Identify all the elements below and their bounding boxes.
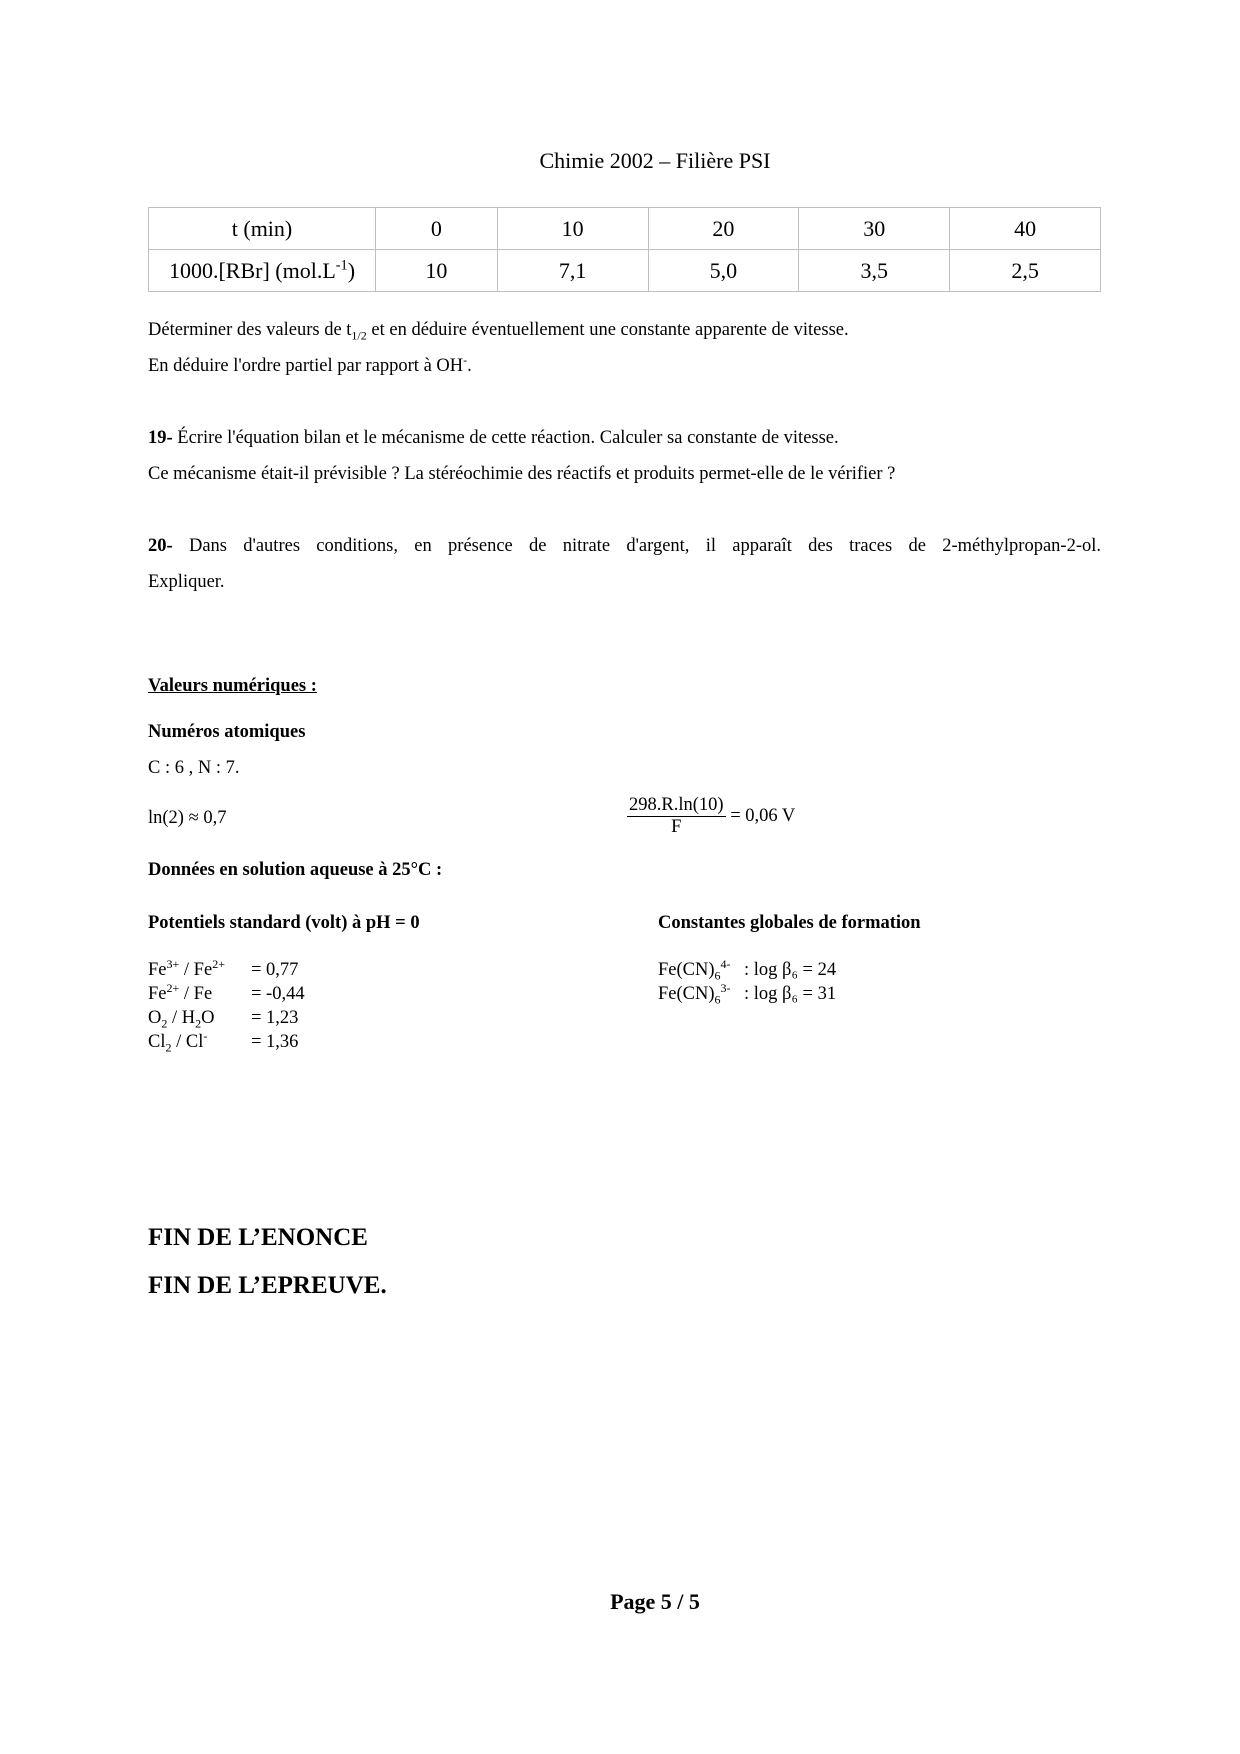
list-item: $Fe^{2+}$ / Fe = -0,44 bbox=[148, 984, 305, 1008]
question-19-line-1: 19- Écrire l'équation bilan et le mécanisme de cette réaction. Calculer sa constante de vitesse. bbox=[148, 428, 839, 448]
end-of-statement: FIN DE L’ENONCE bbox=[148, 1224, 368, 1251]
potentials-title: Potentiels standard (volt) à pH = 0 bbox=[148, 913, 420, 933]
end-of-exam: FIN DE L’EPREUVE. bbox=[148, 1272, 387, 1299]
table-cell: 0 bbox=[376, 208, 498, 250]
paragraph-half-life: Déterminer des valeurs de $t_{1/2}$ et en déduire éventuellement une constante apparente de vitesse. bbox=[148, 320, 849, 343]
aqueous-data-title: Données en solution aqueuse à 25°C : bbox=[148, 860, 443, 880]
complex-fecn6-4: $Fe(CN)_6^{4-}$ bbox=[658, 956, 731, 983]
paragraph-partial-order: En déduire l'ordre partiel par rapport à OH-. bbox=[148, 352, 472, 376]
nernst-constant-formula: $\frac{298.R.\ln(10)}{F}$ = 0,06 V bbox=[629, 795, 796, 837]
table-cell: 20 bbox=[648, 208, 799, 250]
list-item: $Fe(CN)_6^{4-}$ : log β₆ = 24 bbox=[658, 956, 837, 983]
ln2-value: ln(2) ≈ 0,7 bbox=[148, 808, 227, 828]
atomic-numbers-title: Numéros atomiques bbox=[148, 722, 306, 742]
constants-title: Constantes globales de formation bbox=[658, 913, 921, 933]
complex-fecn6-3: $Fe(CN)_6^{3-}$ bbox=[658, 980, 731, 1007]
table-cell: 40 bbox=[950, 208, 1101, 250]
table-row bbox=[149, 208, 1101, 250]
page-header: Chimie 2002 – Filière PSI bbox=[539, 148, 771, 173]
couple-cl2-cl: $Cl_2 / Cl^-$ bbox=[148, 1028, 208, 1055]
page-number: Page 5 / 5 bbox=[610, 1589, 700, 1614]
table-cell: 7,1 bbox=[497, 250, 648, 292]
list-item: $O_2 / H_2O$ = 1,23 bbox=[148, 1008, 299, 1031]
list-item: $Fe^{3+} / Fe^{2+}$ = 0,77 bbox=[148, 960, 305, 984]
fraction: $\frac{298.R.\ln(10)}{F}$ bbox=[629, 795, 724, 837]
list-item: $Fe(CN)_6^{3-}$ : log β₆ = 31 bbox=[658, 980, 837, 1007]
couple-fe3-fe2: $Fe^{3+} / Fe^{2+}$ bbox=[148, 956, 225, 980]
couple-fe2-fe: $Fe^{2+}$ / Fe bbox=[148, 980, 213, 1004]
table-cell: t (min) bbox=[149, 208, 376, 250]
section-title-values: Valeurs numériques : bbox=[148, 676, 317, 696]
question-20-line-1: 20- Dans d'autres conditions, en présence de nitrate d'argent, il apparaît des traces de 2-méthylpropan-2-ol. bbox=[148, 536, 1101, 556]
list-item: $Cl_2 / Cl^-$ = 1,36 bbox=[148, 1028, 299, 1055]
atomic-numbers: C : 6 , N : 7. bbox=[148, 758, 240, 778]
potentials-list bbox=[148, 956, 305, 1056]
table-cell: 5,0 bbox=[648, 250, 799, 292]
question-20-line-2: Expliquer. bbox=[148, 572, 225, 592]
couple-o2-h2o: $O_2 / H_2O$ bbox=[148, 1008, 215, 1031]
table-cell: 3,5 bbox=[799, 250, 950, 292]
table-cell: 10 bbox=[497, 208, 648, 250]
table-cell: 10 bbox=[376, 250, 498, 292]
table-cell: 2,5 bbox=[950, 250, 1101, 292]
question-19-line-2: Ce mécanisme était-il prévisible ? La stéréochimie des réactifs et produits permet-elle de le vérifier ? bbox=[148, 464, 896, 484]
kinetics-table bbox=[148, 207, 1101, 292]
table-cell: 1000.[RBr] $(mol.L^{-1})$ bbox=[149, 250, 376, 292]
constants-list bbox=[658, 956, 837, 1008]
table-cell: 30 bbox=[799, 208, 950, 250]
table-row bbox=[149, 250, 1101, 292]
